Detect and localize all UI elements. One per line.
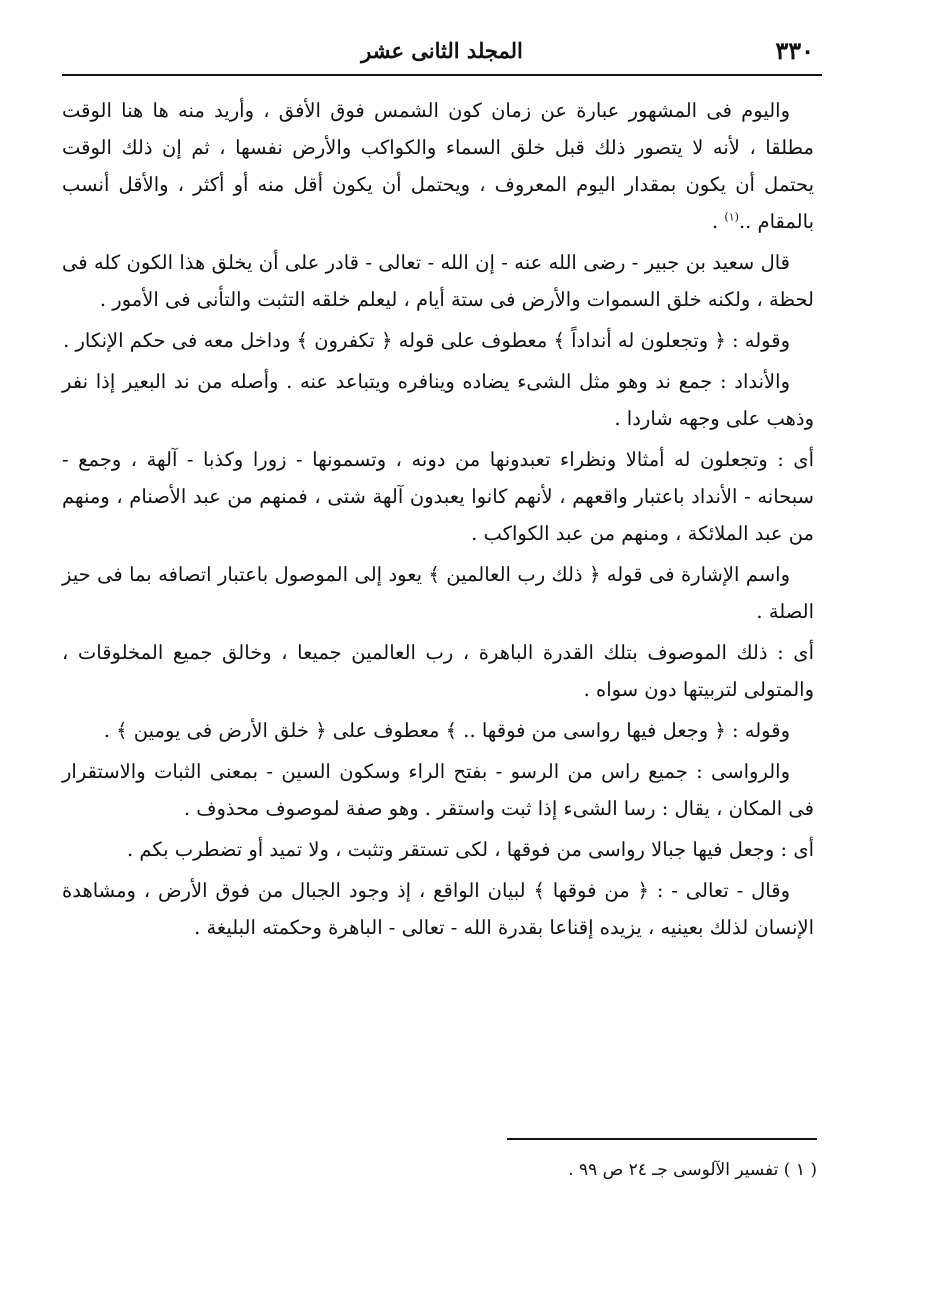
running-title: المجلد الثانى عشر bbox=[361, 38, 523, 63]
paragraph: والرواسى : جميع راس من الرسو - بفتح الراء وسكون السين - بمعنى الثبات والاستقرار فى المكان ، يقال : رسا الشىء إذا ثبت واستقر . وهو صفة لموصوف محذوف . bbox=[62, 760, 814, 820]
paragraph: وقال - تعالى - : ﴿ من فوقها ﴾ لبيان الواقع ، إذ وجود الجبال من فوق الأرض ، ومشاهدة الإنسان لذلك بعينيه ، يزيده إقناعا بقدرة الله - تعالى - الباهرة وحكمته البليغة . bbox=[62, 879, 814, 939]
footnote-separator bbox=[507, 1138, 817, 1140]
paragraph: أى : ذلك الموصوف بتلك القدرة الباهرة ، رب العالمين جميعا ، وخالق جميع المخلوقات ، والمتولى لتربيتها دون سواه . bbox=[62, 641, 814, 701]
paragraph: والأنداد : جمع ند وهو مثل الشىء يضاده وينافره ويتباعد عنه . وأصله من ند البعير إذا نفر وذهب على وجهه شاردا . bbox=[62, 370, 814, 430]
paragraph: وقوله : ﴿ وتجعلون له أنداداً ﴾ معطوف على قوله ﴿ تكفرون ﴾ وداخل معه فى حكم الإنكار . bbox=[63, 329, 790, 352]
paragraph: قال سعيد بن جبير - رضى الله عنه - إن الله - تعالى - قادر على أن يخلق هذا الكون كله فى لحظة ، ولكنه خلق السموات والأرض فى ستة أيام ، ليعلم خلقه التثبت والتأنى فى الأمور . bbox=[62, 251, 814, 311]
footnote: ( ١ ) تفسير الآلوسى جـ ٢٤ ص ٩٩ . bbox=[568, 1160, 817, 1180]
page-number: ٣٣٠ bbox=[775, 36, 814, 65]
paragraph: واليوم فى المشهور عبارة عن زمان كون الشمس فوق الأفق ، وأريد منه ها هنا الوقت مطلقا ، لأنه لا يتصور ذلك قبل خلق السماء والكواكب والأرض نفسها ، ثم إن ذلك الوقت يحتمل أن يكون بمقدار اليوم المعروف ، ويحتمل أن يكون أقل منه أو أكثر ، والأقل أنسب بالمقام ..$^{(١)}$ . bbox=[62, 99, 814, 233]
body-text bbox=[62, 92, 814, 950]
page-header bbox=[62, 30, 822, 76]
paragraph: أى : وجعل فيها جبالا رواسى من فوقها ، لكى تستقر وتثبت ، ولا تميد أو تضطرب بكم . bbox=[126, 838, 814, 861]
paragraph: واسم الإشارة فى قوله ﴿ ذلك رب العالمين ﴾ يعود إلى الموصول باعتبار اتصافه بما فى حيز الصلة . bbox=[62, 563, 814, 623]
footnote-marker[interactable]: (١) bbox=[724, 210, 739, 224]
paragraph: أى : وتجعلون له أمثالا ونظراء تعبدونها من دونه ، وتسمونها - زورا وكذبا - آلهة ، وجمع - سبحانه - الأنداد باعتبار واقعهم ، لأنهم كانوا يعبدون آلهة شتى ، فمنهم من عبد الأصنام ، ومنهم من عبد الملائكة ، ومنهم من عبد الكواكب . bbox=[62, 448, 814, 545]
paragraph: وقوله : ﴿ وجعل فيها رواسى من فوقها .. ﴾ معطوف على ﴿ خلق الأرض فى يومين ﴾ . bbox=[103, 719, 790, 742]
